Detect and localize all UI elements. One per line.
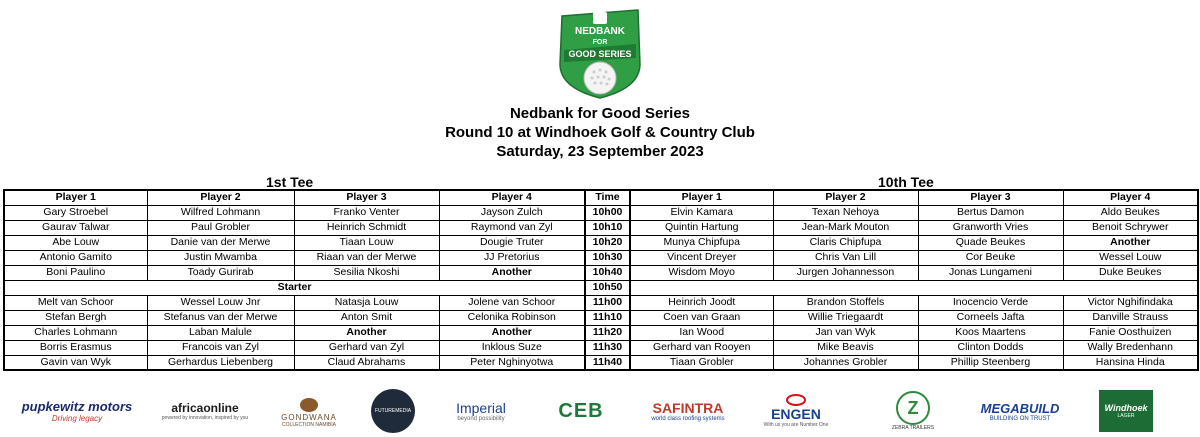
player-cell: Jonas Lungameni [918, 265, 1063, 280]
header-cell: Player 4 [439, 190, 585, 205]
player-cell: Claris Chipfupa [773, 235, 918, 250]
player-cell: Gavin van Wyk [4, 355, 147, 370]
player-cell: Dougie Truter [439, 235, 585, 250]
player-cell: Wally Bredenhann [1063, 340, 1198, 355]
player-cell: Natasja Louw [294, 295, 439, 310]
event-date: Saturday, 23 September 2023 [496, 143, 704, 160]
player-cell: Benoit Schrywer [1063, 220, 1198, 235]
player-cell: Toady Gurirab [147, 265, 294, 280]
engen-logo: ENGEN With us you are Number One [748, 388, 844, 434]
player-cell: Sesilia Nkoshi [294, 265, 439, 280]
player-cell: Hansina Hinda [1063, 355, 1198, 370]
header-cell: Time [585, 190, 630, 205]
player-cell: Elvin Kamara [630, 205, 773, 220]
header-cell: Player 3 [294, 190, 439, 205]
golf-ball-logo-icon [556, 6, 644, 100]
player-cell: Corneels Jafta [918, 310, 1063, 325]
player-cell: Abe Louw [4, 235, 147, 250]
header-cell: Player 3 [918, 190, 1063, 205]
event-title: Nedbank for Good Series [509, 105, 691, 122]
player-cell: Another [1063, 235, 1198, 250]
player-cell: Gerhard van Rooyen [630, 340, 773, 355]
player-cell: Texan Nehoya [773, 205, 918, 220]
header-cell: Player 1 [4, 190, 147, 205]
first-tee-heading: 1st Tee [266, 174, 314, 190]
player-cell: Jolene van Schoor [439, 295, 585, 310]
player-cell: Celonika Robinson [439, 310, 585, 325]
handprint-icon [294, 395, 324, 413]
player-cell: Munya Chipfupa [630, 235, 773, 250]
ceb-logo: CEB [558, 399, 604, 422]
sponsor-logo-strip [0, 388, 1200, 434]
tee-time-cell: 10h00 [585, 205, 630, 220]
player-cell: Borris Erasmus [4, 340, 147, 355]
table-row [4, 340, 1198, 355]
player-cell: Jayson Zulch [439, 205, 585, 220]
player-cell: Jan van Wyk [773, 325, 918, 340]
player-cell: Antonio Gamito [4, 250, 147, 265]
header-cell: Player 4 [1063, 190, 1198, 205]
imperial-logo: Imperial beyond possibility [456, 400, 506, 422]
tee-time-cell: 11h30 [585, 340, 630, 355]
starter-cell: Starter [4, 280, 585, 295]
player-cell: Willie Triegaardt [773, 310, 918, 325]
svg-text:GOOD SERIES: GOOD SERIES [568, 49, 632, 59]
svg-text:FOR: FOR [592, 39, 608, 46]
player-cell: Gary Stroebel [4, 205, 147, 220]
megabuild-logo: MEGABUILD BUILDING ON TRUST [980, 400, 1060, 422]
table-row [4, 355, 1198, 370]
table-row [4, 250, 1198, 265]
header-cell: Player 2 [147, 190, 294, 205]
player-cell: Peter Nghinyotwa [439, 355, 585, 370]
player-cell: Phillip Steenberg [918, 355, 1063, 370]
player-cell: Johannes Grobler [773, 355, 918, 370]
player-cell: Granworth Vries [918, 220, 1063, 235]
engen-e-icon [785, 394, 807, 406]
header-cell: Player 2 [773, 190, 918, 205]
player-cell: Boni Paulino [4, 265, 147, 280]
tee-time-cell: 11h20 [585, 325, 630, 340]
player-cell: Wessel Louw Jnr [147, 295, 294, 310]
player-cell: Danie van der Merwe [147, 235, 294, 250]
player-cell: Franko Venter [294, 205, 439, 220]
tee-time-draw-table [3, 189, 1199, 371]
tee-time-cell: 10h30 [585, 250, 630, 265]
player-cell: Quintin Hartung [630, 220, 773, 235]
player-cell: Bertus Damon [918, 205, 1063, 220]
tee-time-cell: 10h50 [585, 280, 630, 295]
nedbank-for-good-series-logo [556, 6, 644, 100]
player-cell: Koos Maartens [918, 325, 1063, 340]
player-cell: Coen van Graan [630, 310, 773, 325]
table-row [4, 235, 1198, 250]
player-cell: Cor Beuke [918, 250, 1063, 265]
player-cell: Jean-Mark Mouton [773, 220, 918, 235]
pupkewitz-motors-logo: pupkewitz motors Driving legacy [21, 399, 133, 423]
player-cell: Jurgen Johannesson [773, 265, 918, 280]
table-row [4, 325, 1198, 340]
windhoek-lager-logo: Windhoek LAGER [1098, 388, 1154, 434]
futuremedia-logo: FUTUREMEDIA [358, 388, 428, 434]
player-cell: Paul Grobler [147, 220, 294, 235]
table-row [4, 220, 1198, 235]
player-cell: Wisdom Moyo [630, 265, 773, 280]
tee-time-cell: 11h40 [585, 355, 630, 370]
player-cell: Chris Van Lill [773, 250, 918, 265]
header-cell: Player 1 [630, 190, 773, 205]
event-title-block [0, 104, 1200, 161]
table-row [4, 265, 1198, 280]
player-cell: Gaurav Talwar [4, 220, 147, 235]
player-cell: Quade Beukes [918, 235, 1063, 250]
safintra-logo: SAFINTRA world class roofing systems [651, 400, 725, 422]
player-cell: Vincent Dreyer [630, 250, 773, 265]
player-cell: Danville Strauss [1063, 310, 1198, 325]
player-cell: Inklous Suze [439, 340, 585, 355]
player-cell: JJ Pretorius [439, 250, 585, 265]
tee-time-cell: 10h10 [585, 220, 630, 235]
player-cell: Stefan Bergh [4, 310, 147, 325]
player-cell: Tiaan Louw [294, 235, 439, 250]
player-cell: Inocencio Verde [918, 295, 1063, 310]
player-cell: Francois van Zyl [147, 340, 294, 355]
player-cell: Clinton Dodds [918, 340, 1063, 355]
tenth-tee-heading: 10th Tee [878, 174, 934, 190]
table-header-row [4, 190, 1198, 205]
player-cell: Heinrich Joodt [630, 295, 773, 310]
table-row [4, 310, 1198, 325]
gondwana-logo: GONDWANA COLLECTION NAMIBIA [268, 388, 350, 434]
player-cell: Raymond van Zyl [439, 220, 585, 235]
player-cell: Tiaan Grobler [630, 355, 773, 370]
player-cell: Wessel Louw [1063, 250, 1198, 265]
player-cell: Another [439, 325, 585, 340]
table-row [4, 295, 1198, 310]
player-cell: Justin Mwamba [147, 250, 294, 265]
player-cell: Stefanus van der Merwe [147, 310, 294, 325]
player-cell: Claud Abrahams [294, 355, 439, 370]
player-cell: Gerhardus Liebenberg [147, 355, 294, 370]
tee-time-cell: 10h20 [585, 235, 630, 250]
zebra-trailers-logo: Z ZEBRA TRAILERS [880, 388, 946, 434]
player-cell: Laban Malule [147, 325, 294, 340]
empty-cell [630, 280, 1198, 295]
tee-time-cell: 11h00 [585, 295, 630, 310]
player-cell: Gerhard van Zyl [294, 340, 439, 355]
table-row [4, 205, 1198, 220]
player-cell: Charles Lohmann [4, 325, 147, 340]
player-cell: Riaan van der Merwe [294, 250, 439, 265]
svg-text:NEDBANK: NEDBANK [575, 26, 625, 37]
starter-row [4, 280, 1198, 295]
player-cell: Melt van Schoor [4, 295, 147, 310]
player-cell: Mike Beavis [773, 340, 918, 355]
player-cell: Duke Beukes [1063, 265, 1198, 280]
tee-time-cell: 10h40 [585, 265, 630, 280]
africaonline-logo: africaonline powered by innovation, inspired by you [161, 401, 249, 421]
player-cell: Another [294, 325, 439, 340]
player-cell: Brandon Stoffels [773, 295, 918, 310]
player-cell: Aldo Beukes [1063, 205, 1198, 220]
event-round-venue: Round 10 at Windhoek Golf & Country Club [445, 124, 755, 141]
tee-time-cell: 11h10 [585, 310, 630, 325]
player-cell: Victor Nghifindaka [1063, 295, 1198, 310]
player-cell: Another [439, 265, 585, 280]
player-cell: Ian Wood [630, 325, 773, 340]
player-cell: Anton Smit [294, 310, 439, 325]
player-cell: Heinrich Schmidt [294, 220, 439, 235]
player-cell: Wilfred Lohmann [147, 205, 294, 220]
player-cell: Fanie Oosthuizen [1063, 325, 1198, 340]
